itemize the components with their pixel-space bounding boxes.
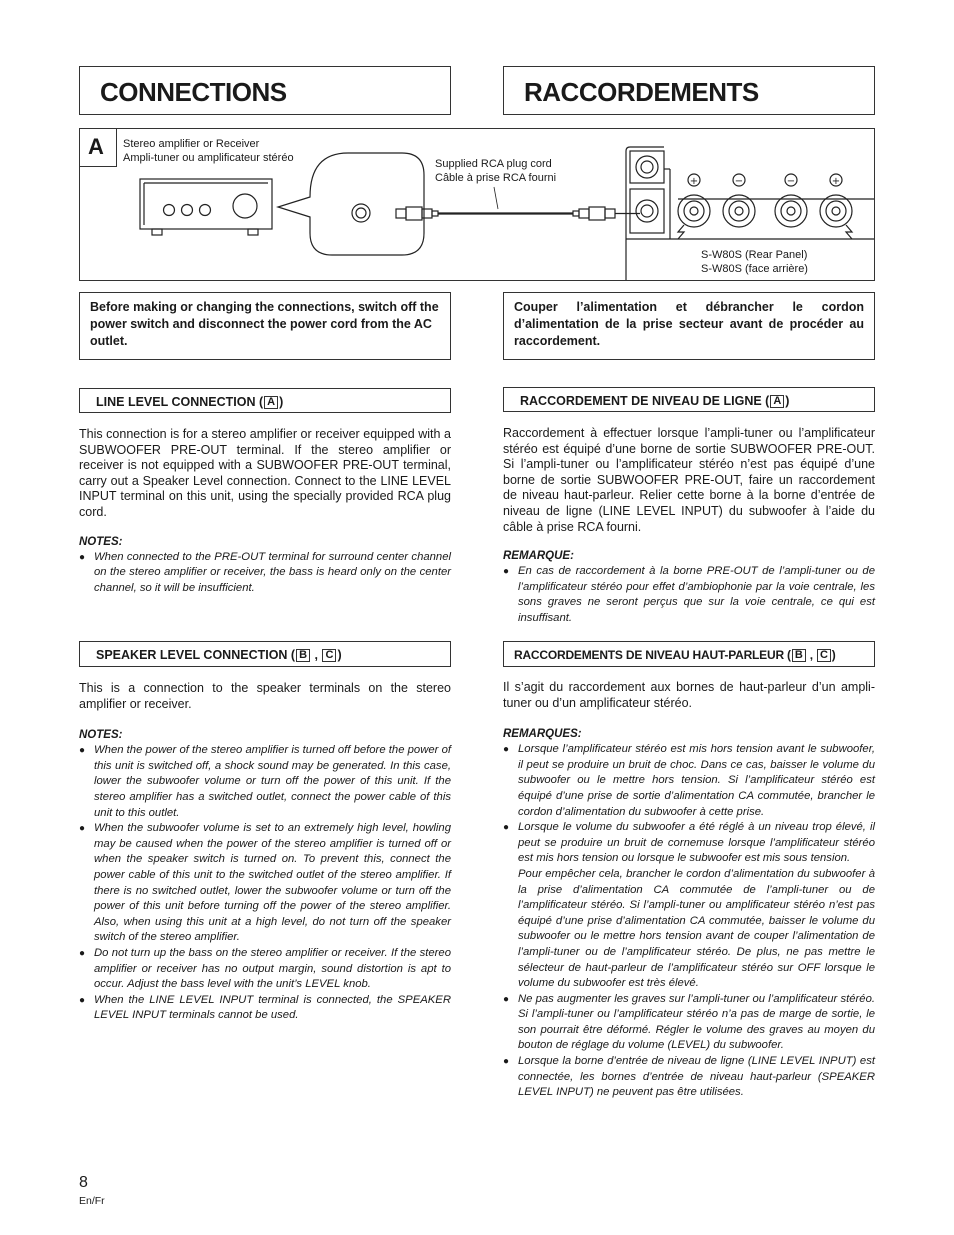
notes-heading: NOTES: [79,535,123,548]
rca-cable [396,187,640,220]
figure-ref-a: A [264,396,278,409]
heading-text: LINE LEVEL CONNECTION ( [96,395,264,409]
line-level-section-fr [503,426,875,627]
note-text: Lorsque l’amplificateur stéréo est mis hors tension avant le subwoofer, il peut se produire un bruit de choc. Dans ce cas, baisser le volume du subwoofer ou le mettre hors tension. Si l’amplificateur stéréo est équipé d’une prise de sortie d’alimentation CA commutée, brancher le cordon d’alimentation du subwoofer à cette prise. [518,743,875,818]
page-title-en: CONNECTIONS [100,77,287,107]
note-item: ● Lorsque l’amplificateur stéréo est mis hors tension avant le subwoofer, il peut se produire un bruit de choc. Dans ce cas, baisser le volume du subwoofer ou le mettre hors tension. Si l’amplificateur stéréo est équipé d’une prise de sortie d’alimentation CA commutée, brancher le cordon d’alimentation du subwoofer à cette prise. [503,743,875,818]
note-text: En cas de raccordement à la borne PRE-OUT de l’ampli-tuner ou de l’amplificateur stéréo pour effet d’ambiophonie par la voie centrale, les sons graves ne seront perçus que sur la voie centrale, ce qui est insuffisant. [518,565,875,624]
panel-label-fr: S-W80S (face arrière) [701,263,808,275]
notes-heading: REMARQUES: [503,728,582,741]
warning-box-fr: Couper l’alimentation et débrancher le cordon d’alimentation de la prise secteur avant de procéder au raccordement. [503,292,875,360]
amp-label-fr: Ampli-tuner ou amplificateur stéréo [123,152,294,164]
page-title-fr: RACCORDEMENTS [524,77,759,107]
note-text: When connected to the PRE-OUT terminal for surround center channel on the stereo amplifier or receiver, the bass is heard only on the center channel, so it will be insufficient. [94,550,451,594]
notes-heading: REMARQUE: [503,550,574,563]
heading-sep: , [311,648,322,662]
line-level-heading-fr [503,387,875,412]
heading-text-end: ) [831,648,836,662]
line-level-section-en [79,427,451,596]
language-code: En/Fr [79,1195,105,1207]
note-text: Do not turn up the bass on the stereo amplifier or receiver. If the stereo amplifier or receiver has no output margin, sound distortion is apt to occur. Adjust the bass level with the unit’s LEVEL knob. [94,946,451,991]
title-box-fr [503,66,875,115]
page-number: 8 [79,1174,88,1191]
note-text: Ne pas augmenter les graves sur l’ampli-tuner ou l’amplificateur stéréo. Si l’ampli-tuner ou l’amplificateur stéréo n’a pas de marge de sortie, le son pourrait être déformé. Régler le volume des graves au moyen du bouton de réglage du volume (LEVEL) du subwoofer. [518,992,875,1052]
note-text: Lorsque le volume du subwoofer a été réglé à un niveau trop élevé, il peut se produire un bruit de cornemuse lorsque l’amplificateur stéréo est mis hors tension ou lorsque le subwoofer est mis sous tension. Pour empêcher cela, brancher le cordon d’alimentation du subwoofer à la prise d’alimentation CA commutée de l’ampli-tuner ou de l’amplificateur stéréo. Si l’ampli-tuner ou amplificateur stéréo n’est pas équipé d’une prise d’alimentation CA commutée, baisser le volume du subwoofer ou le mettre hors tension avant de couper l’alimentation de l’ampli-tuner ou de l’amplificateur stéréo. De plus, ne pas mettre le sélecteur de haut-parleur de l’amplificateur stéréo sur OFF lorsque le volume du subwoofer est très élevé. [518,821,875,990]
note-text: Lorsque la borne d’entrée de niveau de ligne (LINE LEVEL INPUT) est connectée, les bornes d’entrée de niveau haut-parleur (SPEAKER LEVEL INPUT) ne peuvent pas être utilisées. [518,1055,875,1099]
diagram-label: A [88,134,104,159]
note-item: ● Do not turn up the bass on the stereo amplifier or receiver. If the stereo amplifier or receiver has no output margin, sound distortion is apt to occur. Adjust the bass level with the unit’s LEVEL knob. [79,946,451,991]
speaker-level-body: Il s’agit du raccordement aux bornes de haut-parleur d’un ampli-tuner ou d’un amplificateur stéréo. [503,680,875,710]
speaker-level-heading-fr [503,641,875,667]
speaker-level-heading-en [79,641,451,667]
terminal-plus-1: + [689,176,699,187]
cord-label-fr: Câble à prise RCA fourni [435,172,557,184]
note-item: ● Ne pas augmenter les graves sur l’ampli-tuner ou l’amplificateur stéréo. Si l’ampli-tuner ou l’amplificateur stéréo n’a pas de marge de sortie, le son pourrait être déformé. Régler le volume des graves au moyen du bouton de réglage du volume (LEVEL) du subwoofer. [503,992,875,1052]
line-level-body: This connection is for a stereo amplifier or receiver equipped with a SUBWOOFER PRE-OUT terminal. If the stereo amplifier or receiver is not equipped with a SUBWOOFER PRE-OUT terminal, carry out a Speaker Level connection. Connect to the LINE LEVEL INPUT terminal on this unit, using the specially provided RCA plug cord. [79,427,451,519]
figure-ref-c: C [817,649,831,662]
notes-list [79,743,451,1024]
terminal-plus-2: + [831,176,841,187]
speaker-level-section-fr [503,680,875,1101]
panel-label-en: S-W80S (Rear Panel) [701,249,808,261]
line-level-heading-en [79,388,451,413]
diagram-artwork [80,129,874,280]
notes-list [503,742,875,1101]
cord-label-en: Supplied RCA plug cord [435,158,552,170]
line-level-body: Raccordement à effectuer lorsque l’ampli-tuner ou l’amplificateur stéréo est équipé d’une borne de sortie SUBWOOFER PRE-OUT. Si l’ampli-tuner ou l’amplificateur stéréo n’est pas équipé d’une borne de sortie SUBWOOFER PRE-OUT, faire un raccordement de niveau haut-parleur. Relier cette borne à la borne d’entrée de niveau de ligne (LINE LEVEL INPUT) du subwoofer à l’aide du câble à prise RCA fourni. [503,426,875,534]
rear-panel [626,147,874,280]
heading-text-end: ) [337,648,342,662]
terminal-minus-2: − [786,176,796,187]
figure-ref-a: A [770,395,784,408]
figure-ref-b: B [296,649,310,662]
title-box-en [79,66,451,115]
heading-text-end: ) [279,395,284,409]
note-item: ● When the LINE LEVEL INPUT terminal is connected, the SPEAKER LEVEL INPUT terminals cannot be used. [79,993,451,1022]
heading-text: SPEAKER LEVEL CONNECTION ( [96,648,296,662]
note-item: ● When connected to the PRE-OUT terminal for surround center channel on the stereo amplifier or receiver, the bass is heard only on the center channel, so it will be insufficient. [79,550,451,594]
heading-text: RACCORDEMENT DE NIVEAU DE LIGNE ( [520,394,770,408]
amplifier-illustration [140,179,272,235]
heading-text-end: ) [785,394,790,408]
note-item: ● Lorsque le volume du subwoofer a été réglé à un niveau trop élevé, il peut se produire un bruit de cornemuse lorsque l’amplificateur stéréo est mis hors tension ou lorsque le subwoofer est mis sous tension. Pour empêcher cela, brancher le cordon d’alimentation du subwoofer à la prise d’alimentation CA commutée de l’ampli-tuner ou de l’amplificateur stéréo. Si l’ampli-tuner ou amplificateur stéréo n’est pas équipé d’une prise d’alimentation CA commutée, baisser le volume du subwoofer ou le mettre hors tension avant de couper l’alimentation de l’ampli-tuner ou de l’amplificateur stéréo. De plus, ne pas mettre le sélecteur de haut-parleur de l’amplificateur stéréo sur OFF lorsque le volume du subwoofer est très élevé. [503,821,875,990]
speaker-level-body: This is a connection to the speaker terminals on the stereo amplifier or receiver. [79,681,451,711]
note-item: ● En cas de raccordement à la borne PRE-OUT de l’ampli-tuner ou de l’amplificateur stéréo pour effet d’ambiophonie par la voie centrale, les sons graves ne seront perçus que sur la voie centrale, ce qui est insuffisant. [503,565,875,624]
heading-sep: , [806,648,817,662]
amp-label-en: Stereo amplifier or Receiver [123,138,260,150]
figure-ref-b: B [792,649,806,662]
note-text: When the LINE LEVEL INPUT terminal is connected, the SPEAKER LEVEL INPUT terminals cannot be used. [94,993,451,1022]
notes-list [503,564,875,626]
heading-text: RACCORDEMENTS DE NIVEAU HAUT-PARLEUR ( [514,648,791,662]
note-text: When the subwoofer volume is set to an extremely high level, howling may be caused when the power of the stereo amplifier is turned off or when the speaker switch is turned on. To prevent this, connect the power cable of this unit to the switched outlet of the stereo amplifier. If there is no switched outlet, lower the subwoofer volume or turn off the power of this unit before turning off the power of the stereo amplifier. Also, when using this unit at a high level, do not turn off the speaker switch of the stereo amplifier. [94,822,451,944]
note-item: ● Lorsque la borne d’entrée de niveau de ligne (LINE LEVEL INPUT) est connectée, les bornes d’entrée de niveau haut-parleur (SPEAKER LEVEL INPUT) ne peuvent pas être utilisées. [503,1055,875,1099]
note-item: ● When the power of the stereo amplifier is turned off before the power of this unit is switched off, a shock sound may be generated. In this case, lower the subwoofer volume or turn off the power of this unit. If the stereo amplifier has a switched outlet, connect the power cable of this unit to this outlet. [79,744,451,819]
speaker-level-section-en [79,681,451,1024]
figure-ref-c: C [322,649,336,662]
note-text: When the power of the stereo amplifier is turned off before the power of this unit is switched off, a shock sound may be generated. In this case, lower the subwoofer volume or turn off the power of this unit. If the stereo amplifier has a switched outlet, connect the power cable of this unit to this outlet. [94,744,451,819]
connection-diagram [79,128,875,281]
terminal-minus-1: − [734,176,744,187]
notes-list [79,550,451,597]
notes-heading: NOTES: [79,729,123,742]
warning-box-en: Before making or changing the connections, switch off the power switch and disconnect the power cord from the AC outlet. [79,292,451,360]
note-item: ● When the subwoofer volume is set to an extremely high level, howling may be caused when the power of the stereo amplifier is turned off or when the speaker switch is turned on. To prevent this, connect the power cable of this unit to the switched outlet of the stereo amplifier. If there is no switched outlet, lower the subwoofer volume or turn off the power of this unit before turning off the power of the stereo amplifier. Also, when using this unit at a high level, do not turn off the speaker switch of the stereo amplifier. [79,822,451,944]
zoom-balloon [278,153,424,255]
